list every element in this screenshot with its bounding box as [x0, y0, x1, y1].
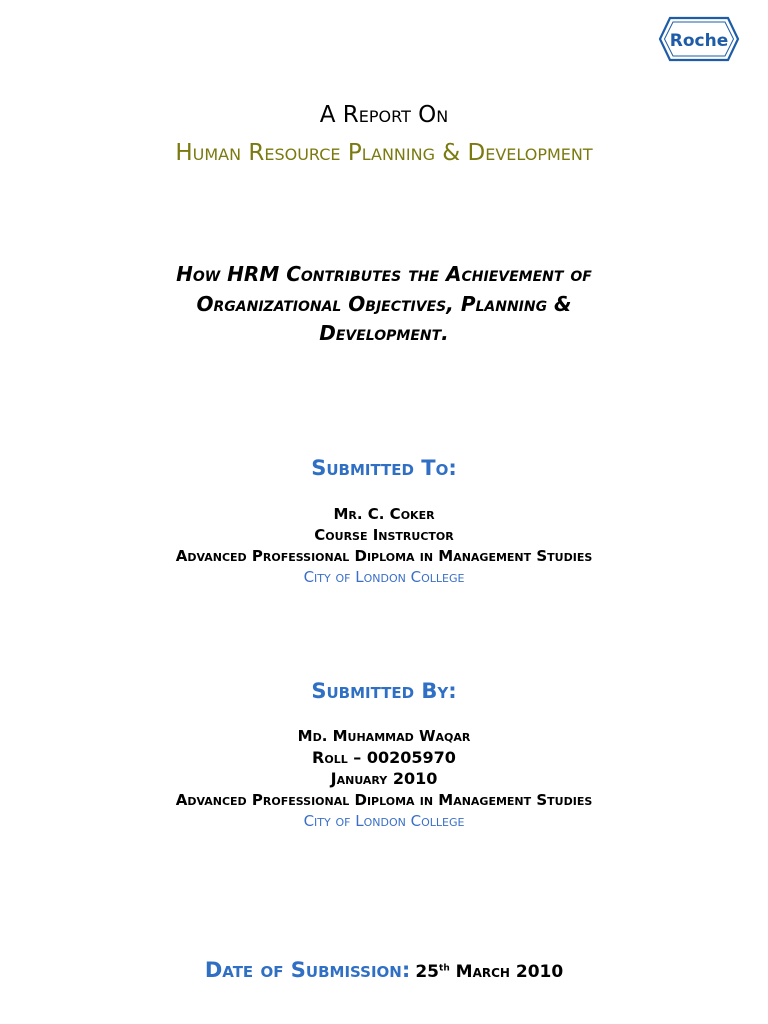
- roche-logo: [658, 16, 740, 62]
- roche-hexagon-icon: [658, 16, 740, 62]
- instructor-name: Mr. C. Coker: [333, 505, 435, 523]
- subtitle-line-1: How HRM Contributes the Achievement of: [176, 262, 592, 286]
- submission-day: 25: [415, 962, 440, 982]
- instructor-role: Course Instructor: [314, 526, 454, 544]
- student-roll: Roll – 00205970: [312, 748, 456, 767]
- submission-month-year: March 2010: [455, 962, 564, 982]
- submitted-to-heading: Submitted To:: [311, 456, 457, 480]
- program-name: Advanced Professional Diploma in Management Studies: [175, 547, 593, 565]
- submission-date-label: Date of Submission:: [204, 958, 411, 982]
- student-program: Advanced Professional Diploma in Management Studies: [175, 791, 593, 809]
- subtitle-line-3: Development.: [319, 321, 449, 345]
- submitted-by-heading: Submitted By:: [311, 679, 457, 703]
- submission-date-value: [415, 962, 563, 982]
- subtitle-line-2: Organizational Objectives, Planning &: [196, 292, 572, 316]
- report-title: Human Resource Planning & Development: [175, 140, 593, 166]
- student-name: Md. Muhammad Waqar: [297, 727, 471, 745]
- student-college: City of London College: [303, 812, 465, 830]
- submission-date-line: [0, 958, 768, 982]
- logo-text: Roche: [669, 31, 729, 51]
- college-name: City of London College: [303, 568, 465, 586]
- submission-day-suffix: th: [439, 963, 450, 974]
- student-date: January 2010: [330, 769, 438, 788]
- report-heading: A Report On: [319, 102, 449, 128]
